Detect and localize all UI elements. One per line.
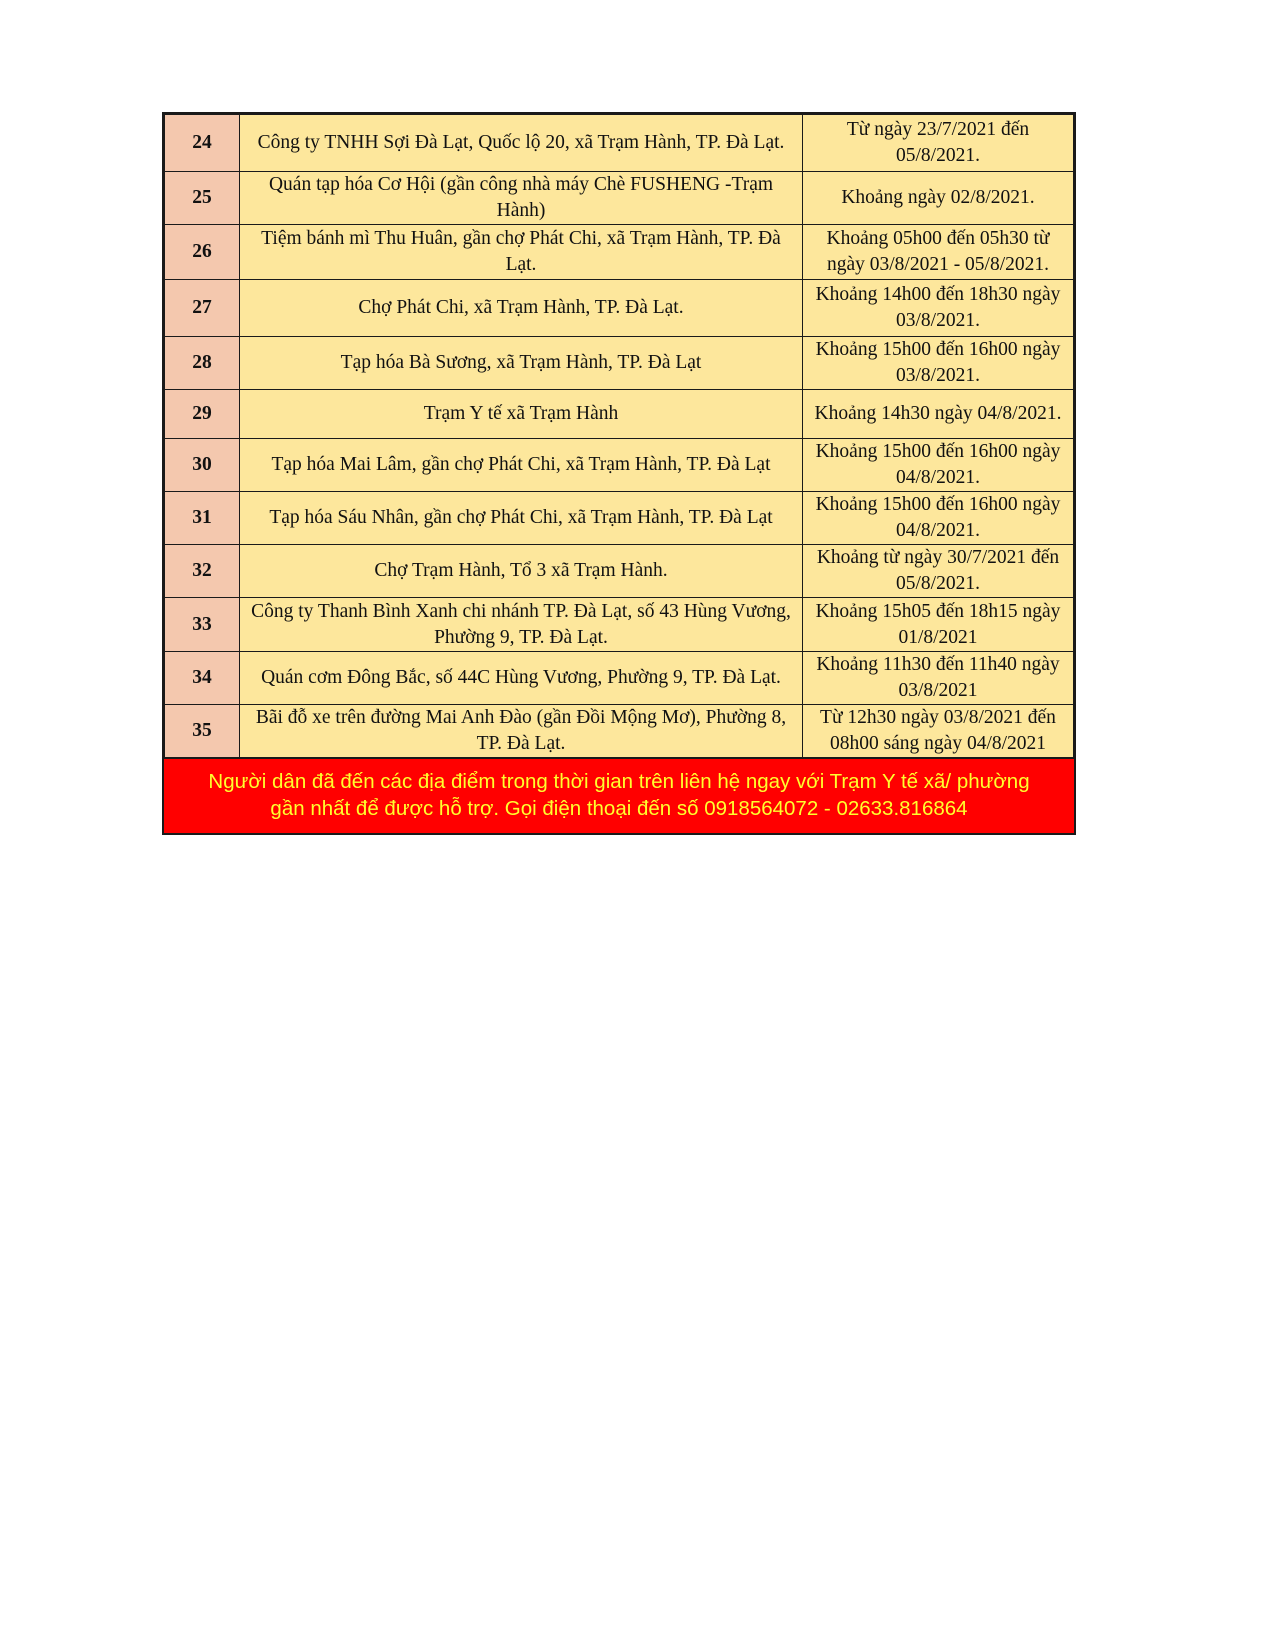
location-cell: Công ty Thanh Bình Xanh chi nhánh TP. Đà Lạt, số 43 Hùng Vương, Phường 9, TP. Đà Lạt. (240, 598, 803, 652)
time-cell: Khoảng 15h00 đến 16h00 ngày 04/8/2021. (803, 492, 1074, 545)
table-row (165, 337, 1074, 390)
table-row (165, 172, 1074, 225)
row-number: 33 (165, 598, 240, 652)
row-number: 25 (165, 172, 240, 225)
location-cell: Tạp hóa Sáu Nhân, gần chợ Phát Chi, xã Trạm Hành, TP. Đà Lạt (240, 492, 803, 545)
row-number: 32 (165, 545, 240, 598)
location-cell: Tiệm bánh mì Thu Huân, gần chợ Phát Chi, xã Trạm Hành, TP. Đà Lạt. (240, 225, 803, 280)
time-cell: Khoảng 14h00 đến 18h30 ngày 03/8/2021. (803, 280, 1074, 337)
time-cell: Từ ngày 23/7/2021 đến 05/8/2021. (803, 115, 1074, 172)
time-cell: Khoảng 15h00 đến 16h00 ngày 03/8/2021. (803, 337, 1074, 390)
row-number: 31 (165, 492, 240, 545)
table-row (165, 439, 1074, 492)
row-number: 27 (165, 280, 240, 337)
notice-line-1: Người dân đã đến các địa điểm trong thời gian trên liên hệ ngay với Trạm Y tế xã/ phường (208, 770, 1030, 793)
location-cell: Chợ Phát Chi, xã Trạm Hành, TP. Đà Lạt. (240, 280, 803, 337)
location-cell: Trạm Y tế xã Trạm Hành (240, 390, 803, 439)
time-cell: Khoảng 15h00 đến 16h00 ngày 04/8/2021. (803, 439, 1074, 492)
table-row (165, 705, 1074, 758)
table-row (165, 225, 1074, 280)
row-number: 28 (165, 337, 240, 390)
location-cell: Tạp hóa Bà Sương, xã Trạm Hành, TP. Đà Lạt (240, 337, 803, 390)
time-cell: Khoảng 11h30 đến 11h40 ngày 03/8/2021 (803, 652, 1074, 705)
notice-line-2: gần nhất để được hỗ trợ. Gọi điện thoại đến số 0918564072 - 02633.816864 (270, 797, 968, 820)
time-cell: Khoảng 14h30 ngày 04/8/2021. (803, 390, 1074, 439)
location-cell: Chợ Trạm Hành, Tổ 3 xã Trạm Hành. (240, 545, 803, 598)
row-number: 29 (165, 390, 240, 439)
row-number: 35 (165, 705, 240, 758)
time-cell: Khoảng 15h05 đến 18h15 ngày 01/8/2021 (803, 598, 1074, 652)
table-row (165, 545, 1074, 598)
time-cell: Khoảng 05h00 đến 05h30 từ ngày 03/8/2021 - 05/8/2021. (803, 225, 1074, 280)
exposure-locations-sheet (162, 112, 1076, 835)
table-row (165, 492, 1074, 545)
location-cell: Quán tạp hóa Cơ Hội (gần công nhà máy Chè FUSHENG -Trạm Hành) (240, 172, 803, 225)
time-cell: Từ 12h30 ngày 03/8/2021 đến 08h00 sáng ngày 04/8/2021 (803, 705, 1074, 758)
location-cell: Bãi đỗ xe trên đường Mai Anh Đào (gần Đồi Mộng Mơ), Phường 8, TP. Đà Lạt. (240, 705, 803, 758)
row-number: 24 (165, 115, 240, 172)
row-number: 34 (165, 652, 240, 705)
location-cell: Quán cơm Đông Bắc, số 44C Hùng Vương, Phường 9, TP. Đà Lạt. (240, 652, 803, 705)
table-row (165, 115, 1074, 172)
table-row (165, 280, 1074, 337)
location-cell: Công ty TNHH Sợi Đà Lạt, Quốc lộ 20, xã Trạm Hành, TP. Đà Lạt. (240, 115, 803, 172)
table-row (165, 598, 1074, 652)
location-cell: Tạp hóa Mai Lâm, gần chợ Phát Chi, xã Trạm Hành, TP. Đà Lạt (240, 439, 803, 492)
contact-notice-banner (164, 758, 1074, 833)
time-cell: Khoảng ngày 02/8/2021. (803, 172, 1074, 225)
table-row (165, 390, 1074, 439)
row-number: 30 (165, 439, 240, 492)
row-number: 26 (165, 225, 240, 280)
table-row (165, 652, 1074, 705)
exposure-locations-table (164, 114, 1074, 758)
time-cell: Khoảng từ ngày 30/7/2021 đến 05/8/2021. (803, 545, 1074, 598)
